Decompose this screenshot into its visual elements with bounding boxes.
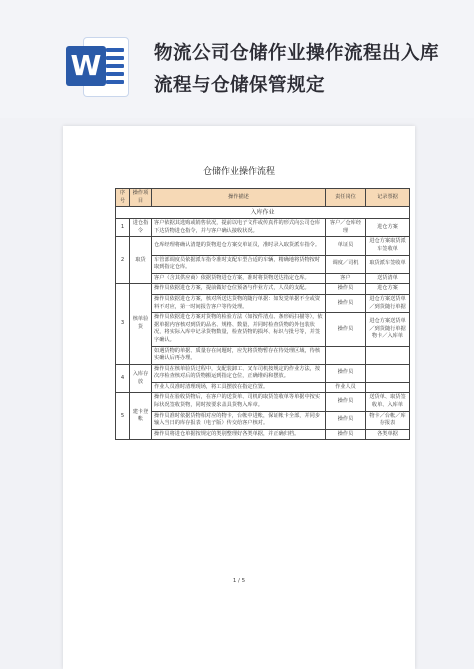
document-page	[63, 126, 415, 669]
step-records: 进仓方案取货派车签收单	[366, 237, 410, 255]
step-records: 各类单据	[366, 429, 410, 440]
process-table	[115, 188, 410, 440]
step-description: 操作员依据进仓方案，提前做好仓位预备与作业方式，人员的支配。	[152, 284, 326, 295]
section-row	[116, 207, 410, 219]
section-title: 入库作业	[116, 207, 410, 219]
step-role	[326, 346, 366, 364]
step-description: 客户依据其选购或销售状况，提前以电子文件或传真件的形式向公司仓库下达货物进仓指令，并与客户确认接收状况。	[152, 219, 326, 237]
step-role: 客户／仓库经理	[326, 219, 366, 237]
step-description: 客户（含其供应商）依据货物进仓方案，准时将货物送达指定仓库。	[152, 273, 326, 284]
step-item: 进仓指令	[130, 219, 152, 237]
step-item: 核单验货	[130, 284, 152, 364]
step-role: 操作员	[326, 429, 366, 440]
table-row	[116, 382, 410, 393]
step-records	[366, 364, 410, 382]
table-row	[116, 255, 410, 273]
column-header-item: 操作项目	[130, 189, 152, 207]
table-row	[116, 411, 410, 429]
table-row	[116, 346, 410, 364]
step-records	[366, 382, 410, 393]
step-item: 建卡登帐	[130, 393, 152, 440]
step-description: 操作员在验收货物后，在客户的送货单、司机的取货签收单等单据中按实际状况签收货物，同时按要求盖具货物入库章。	[152, 393, 326, 411]
step-description: 操作员在核单验货过程中，支配装卸工、叉车司机按规定的作业方法，按次序检查核对后的货物搬运到指定仓位，正确堆码和摆放。	[152, 364, 326, 382]
table-row	[116, 284, 410, 295]
step-role: 操作员	[326, 364, 366, 382]
word-document-icon	[66, 38, 128, 96]
table-row	[116, 429, 410, 440]
step-records: 送货清单	[366, 273, 410, 284]
step-role: 单证员	[326, 237, 366, 255]
step-item: 取货	[130, 237, 152, 284]
step-number: 5	[116, 393, 130, 440]
step-records	[366, 346, 410, 364]
table-row	[116, 364, 410, 382]
table-row	[116, 393, 410, 411]
column-header-role: 责任岗位	[326, 189, 366, 207]
column-header-records: 记录票据	[366, 189, 410, 207]
table-row	[116, 219, 410, 237]
step-role: 作业人员	[326, 382, 366, 393]
step-number: 1	[116, 219, 130, 237]
step-role: 操作员	[326, 284, 366, 295]
step-records: 进仓方案送货单／到货随行单据	[366, 294, 410, 312]
table-header-row	[116, 189, 410, 207]
step-role: 操作员	[326, 393, 366, 411]
step-description: 如遇货物的单据、质量存在问题时，应先将货物暂存在待处理区域，待核实确认后再办理。	[152, 346, 326, 364]
step-role: 客户	[326, 273, 366, 284]
step-records: 物卡／台帐／库存报表	[366, 411, 410, 429]
step-number: 4	[116, 364, 130, 393]
document-title: 仓储作业操作流程	[202, 167, 275, 177]
step-role: 操作员	[326, 313, 366, 346]
step-records: 送货单、取货签收单、入库单	[366, 393, 410, 411]
column-header-description: 操作描述	[152, 189, 326, 207]
step-role: 操作员	[326, 294, 366, 312]
step-number: 3	[116, 284, 130, 364]
step-role: 操作员	[326, 411, 366, 429]
step-description: 作业人员准时清理现场，将工具摆放在指定位置。	[152, 382, 326, 393]
step-description: 车管部调度员依据派车指令准时支配车型合适的车辆，精确地将货物按时取到指定仓库。	[152, 255, 326, 273]
step-description: 操作员准时依据货物相对应的物卡，台帐中进帐，保证帐卡全部，并同步输入当日的库存报表（电子版）传交给客户核对。	[152, 411, 326, 429]
step-role: 调度／司机	[326, 255, 366, 273]
table-row	[116, 273, 410, 284]
table-row	[116, 313, 410, 346]
step-item: 入库存放	[130, 364, 152, 393]
step-records: 进仓方案送货单／到货随行单据物卡／入库单	[366, 313, 410, 346]
step-description: 操作员依据进仓方案，核对所送达货物的随行单据：如发觉单据不全或资料不对应，第一时间报告客户等待处理。	[152, 294, 326, 312]
step-description: 仓库经理将确认清楚的货物进仓方案交单证员，准时录入取货派车指令。	[152, 237, 326, 255]
step-records: 进仓方案	[366, 284, 410, 295]
step-number: 2	[116, 237, 130, 284]
step-records: 取货派车签收单	[366, 255, 410, 273]
step-description: 操作员依据进仓方案对货物的检验方法（如按件清点、条形码扫描等），依据单据内容核对到货的品名、规格、数量，并同时检查货物的外包装状况，将实际入库中记录货物数量，检查货物的损坏、标识与批号等，并签字确认。	[152, 313, 326, 346]
step-description: 操作员将进仓单据按规定的类别整理好各类单据，并正确归档。	[152, 429, 326, 440]
column-header-no: 序号	[116, 189, 130, 207]
table-row	[116, 294, 410, 312]
page-title: 物流公司仓储作业操作流程出入库流程与仓储保管规定	[154, 43, 440, 96]
page-number: 1 / 5	[232, 578, 246, 584]
step-records: 进仓方案	[366, 219, 410, 237]
word-logo-letter: W	[66, 46, 106, 86]
table-row	[116, 237, 410, 255]
